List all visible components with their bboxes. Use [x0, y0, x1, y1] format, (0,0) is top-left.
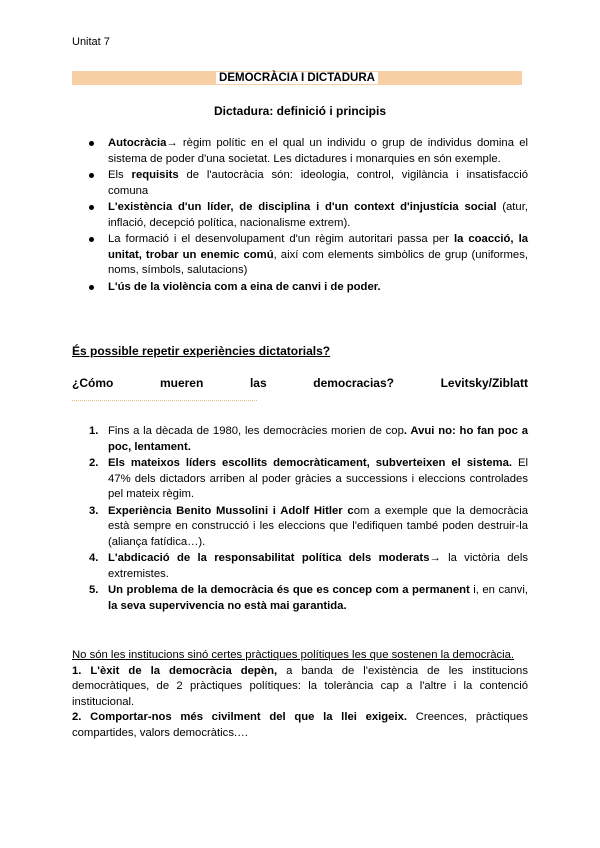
point-bold: 2. Comportar-nos més civilment del que la llei exigeix. [72, 711, 408, 723]
list-item [72, 504, 528, 551]
closing-thesis: No són les institucions sinó certes pràctiques polítiques les que sostenen la democràcia. [72, 649, 515, 661]
item-text: i, en canvi, [469, 584, 528, 596]
item-bold: Experiència Benito Mussolini i Adolf Hitler c [108, 504, 354, 517]
question-heading: És possible repetir experiències dictatorials? [72, 344, 331, 358]
point-bold: 1. L'èxit de la democràcia depèn, [72, 664, 278, 677]
closing-section [72, 648, 528, 741]
bullet-icon [89, 237, 94, 242]
item-bold: Un problema de la democràcia és que es concep com a permanent [108, 584, 470, 596]
book-word: mueren [159, 376, 204, 390]
list-item [72, 232, 528, 279]
bullet-bold: requisits [131, 169, 179, 181]
bullet-icon [89, 173, 94, 178]
bullet-bold: la coacció, la unitat, trobar un enemic comú [108, 233, 528, 261]
book-word: ¿Cómo [72, 376, 114, 390]
list-item [72, 200, 528, 231]
list-item [72, 168, 528, 199]
book-title-line [72, 376, 528, 390]
list-item [72, 551, 528, 582]
closing-point-2 [72, 710, 528, 741]
bullet-bold: L'existència d'un líder, de disciplina i d'un context d'injustícia social [108, 201, 497, 213]
bullet-bold: L'ús de la violència com a eina de canvi i de poder. [108, 280, 381, 293]
book-word: las [249, 376, 267, 390]
list-item [72, 583, 528, 614]
book-word: democracias? [313, 376, 394, 390]
point-text: Creences, pràctiques compartides, valors democràtics.… [72, 711, 528, 739]
bullet-icon [89, 205, 94, 210]
item-bold: . Avui no: ho fan poc a poc, lentament. [108, 425, 528, 453]
bullet-text: de l'autocràcia són: ideologia, control, vigilància i insatisfacció comuna [108, 169, 528, 197]
list-item [72, 280, 528, 296]
bullet-text: (atur, inflació, decepció política, nacionalisme extrem). [108, 201, 528, 229]
item-bold-2: la seva supervivencia no està mai garantida. [108, 599, 347, 612]
closing-point-1 [72, 664, 528, 711]
item-number: 2. [89, 457, 99, 469]
page-title-text: DEMOCRÀCIA I DICTADURA [216, 72, 378, 84]
arrow: → [166, 137, 178, 149]
unit-header: Unitat 7 [72, 36, 110, 48]
title-band [72, 71, 522, 85]
item-text: om a exemple que la democràcia està sempre en construcció i les eleccions que l'edifiquen també poden destruir-la (aliança fatídica…). [108, 504, 528, 548]
bullet-text: , així com elements simbòlics de grup (uniformes, noms, símbols, salutacions) [108, 248, 528, 276]
bullet-icon [89, 285, 94, 290]
page-title [72, 71, 522, 85]
item-text: El 47% dels dictadors arriben al poder gràcies a successions i eleccions controlades pel mateix règim. [108, 457, 528, 500]
bullet-pre: La formació i el desenvolupament d'un règim autoritari passa per [108, 233, 454, 245]
item-number: 5. [89, 584, 99, 596]
item-number: 4. [89, 552, 99, 564]
list-item [72, 136, 528, 167]
section-subtitle: Dictadura: definició i principis [213, 104, 387, 118]
bullet-bold: Autocràcia [108, 137, 167, 149]
item-text: → la victòria dels extremistes. [108, 552, 528, 580]
point-text: a banda de l'existència de les institucions democràtiques, de 2 pràctiques polítiques: la tolerància cap a l'altre i la contenció institucional. [72, 664, 528, 708]
bullet-icon [89, 141, 94, 146]
item-bold: Els mateixos líders escollits democràticament, subverteixen el sistema. [108, 457, 512, 469]
item-bold: L'abdicació de la responsabilitat política dels moderats [108, 552, 430, 564]
item-number: 1. [89, 425, 99, 437]
item-pre: Fins a la dècada de 1980, les democràcies morien de cop [108, 425, 404, 437]
dotted-divider [72, 400, 257, 401]
item-number: 3. [89, 504, 99, 517]
list-item [72, 456, 528, 503]
bullet-pre: Els [108, 169, 132, 181]
numbered-list [72, 424, 528, 615]
principles-list [72, 136, 528, 296]
bullet-text: règim polític en el qual un individu o grup de individus domina el sistema de poder d'una societat. Les dictadures i monarquies en són exemple. [108, 137, 528, 165]
book-authors: Levitsky/Ziblatt [440, 376, 528, 390]
list-item [72, 424, 528, 455]
